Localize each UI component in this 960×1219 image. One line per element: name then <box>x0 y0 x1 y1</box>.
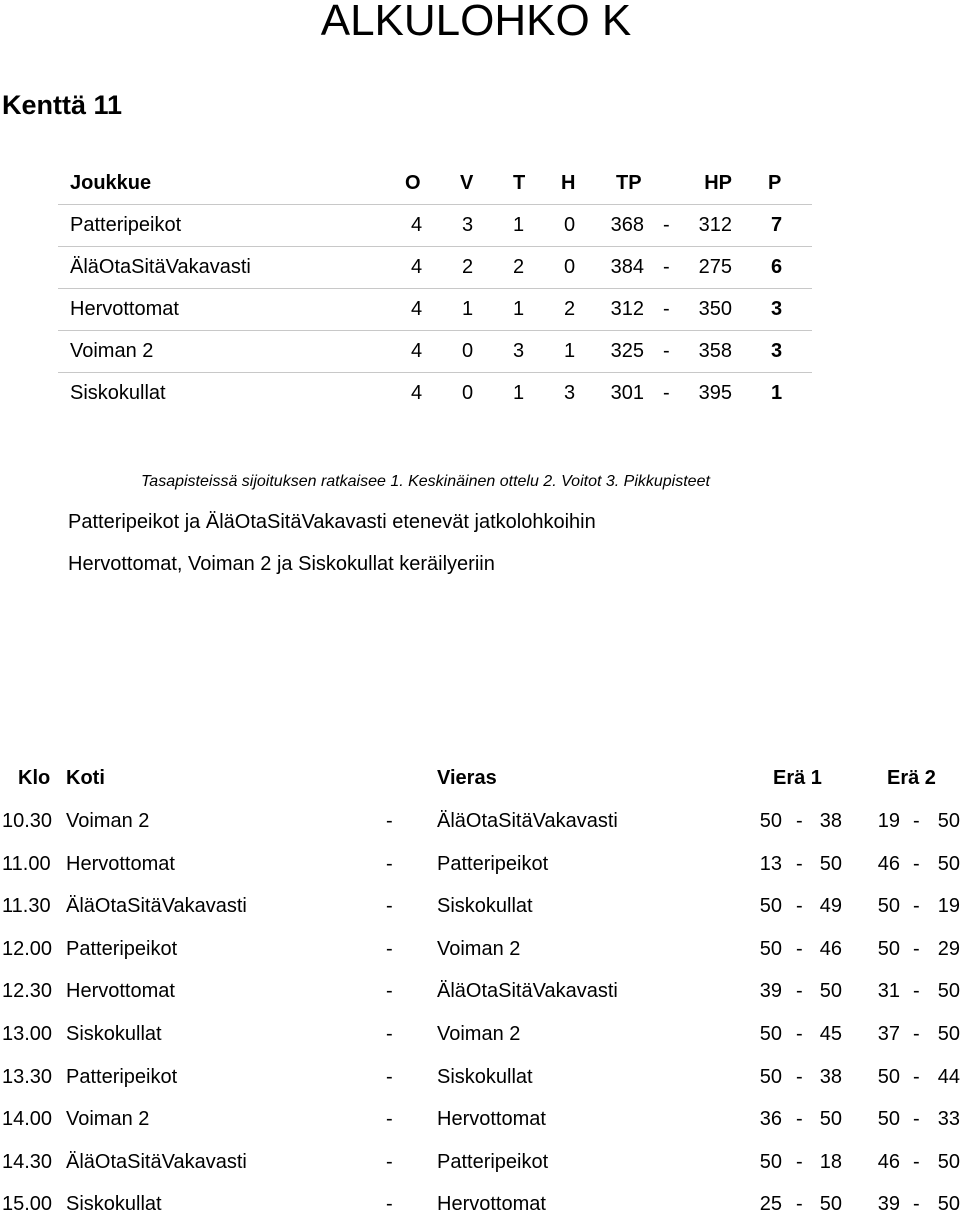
losses-count: 2 <box>564 298 576 320</box>
matches-header-row <box>0 763 960 793</box>
match-row <box>0 891 960 921</box>
header-played: O <box>405 172 421 194</box>
set1-home-score: 25 <box>759 1193 782 1216</box>
set1-away-score: 50 <box>819 852 842 875</box>
set1-away-score: 49 <box>819 895 842 918</box>
row-divider <box>58 330 812 331</box>
away-team: ÄläOtaSitäVakavasti <box>437 810 618 832</box>
set1-away-score: 50 <box>819 980 842 1003</box>
set1-separator: - <box>796 1108 803 1131</box>
standings-header-row <box>0 168 960 198</box>
set2-away-score: 44 <box>937 1065 960 1088</box>
match-row <box>0 1104 960 1134</box>
set2-separator: - <box>913 1108 920 1131</box>
advance-text: Patteripeikot ja ÄläOtaSitäVakavasti etenevät jatkolohkoihin <box>68 511 596 533</box>
set1-separator: - <box>796 895 803 918</box>
set1-separator: - <box>796 937 803 960</box>
match-time: 13.30 <box>2 1065 53 1088</box>
away-team: Patteripeikot <box>437 1150 549 1173</box>
points-total: 1 <box>771 382 783 404</box>
set1-home-score: 50 <box>759 1023 782 1045</box>
match-row <box>0 849 960 879</box>
set2-away-score: 50 <box>937 810 960 832</box>
row-divider <box>58 246 812 247</box>
set2-away-score: 50 <box>937 1193 960 1216</box>
points-against: 312 <box>698 214 732 236</box>
away-team: ÄläOtaSitäVakavasti <box>437 980 618 1003</box>
wins-count: 3 <box>462 214 474 236</box>
standings-row <box>0 378 960 408</box>
set2-separator: - <box>913 810 920 832</box>
score-separator: - <box>663 214 670 236</box>
points-for: 325 <box>610 340 644 362</box>
set1-separator: - <box>796 1150 803 1173</box>
points-against: 358 <box>698 340 732 362</box>
ties-count: 3 <box>513 340 525 362</box>
wins-count: 0 <box>462 382 474 404</box>
ties-count: 1 <box>513 214 525 236</box>
score-separator: - <box>663 298 670 320</box>
home-team: Patteripeikot <box>66 937 178 960</box>
match-row <box>0 1019 960 1049</box>
set1-home-score: 39 <box>759 980 782 1003</box>
points-for: 301 <box>610 382 644 404</box>
team-name: ÄläOtaSitäVakavasti <box>70 256 251 278</box>
set1-home-score: 50 <box>759 895 782 918</box>
points-against: 395 <box>698 382 732 404</box>
header-team: Joukkue <box>70 172 152 194</box>
versus-separator: - <box>386 937 393 960</box>
losses-count: 1 <box>564 340 576 362</box>
set2-separator: - <box>913 1193 920 1216</box>
home-team: Patteripeikot <box>66 1065 178 1088</box>
set1-away-score: 50 <box>819 1108 842 1131</box>
home-team: Hervottomat <box>66 852 175 875</box>
standings-row <box>0 336 960 366</box>
set1-home-score: 50 <box>759 1065 782 1088</box>
set1-away-score: 38 <box>819 810 842 832</box>
versus-separator: - <box>386 895 393 918</box>
match-row <box>0 934 960 964</box>
set1-away-score: 46 <box>819 937 842 960</box>
score-separator: - <box>663 256 670 278</box>
header-losses: H <box>561 172 576 194</box>
set2-away-score: 29 <box>937 937 960 960</box>
away-team: Voiman 2 <box>437 937 521 960</box>
header-set1: Erä 1 <box>773 767 822 789</box>
match-time: 14.30 <box>2 1150 53 1173</box>
versus-separator: - <box>386 980 393 1003</box>
team-name: Voiman 2 <box>70 340 154 362</box>
match-row <box>0 976 960 1006</box>
header-points: P <box>768 172 782 194</box>
match-row <box>0 1189 960 1219</box>
set1-home-score: 36 <box>759 1108 782 1131</box>
set2-home-score: 50 <box>877 895 900 918</box>
set1-home-score: 50 <box>759 810 782 832</box>
versus-separator: - <box>386 1108 393 1131</box>
match-time: 12.30 <box>2 980 53 1003</box>
set1-separator: - <box>796 1065 803 1088</box>
home-team: Voiman 2 <box>66 810 150 832</box>
standings-row <box>0 294 960 324</box>
home-team: ÄläOtaSitäVakavasti <box>66 895 247 918</box>
header-away: Vieras <box>437 767 497 789</box>
set2-away-score: 50 <box>937 980 960 1003</box>
played-count: 4 <box>411 214 423 236</box>
match-time: 11.30 <box>2 895 51 918</box>
set2-separator: - <box>913 1065 920 1088</box>
set2-separator: - <box>913 937 920 960</box>
tiebreak-note: Tasapisteissä sijoituksen ratkaisee 1. Keskinäinen ottelu 2. Voitot 3. Pikkupisteet <box>141 473 710 490</box>
match-time: 14.00 <box>2 1108 53 1131</box>
losses-count: 3 <box>564 382 576 404</box>
home-team: Siskokullat <box>66 1023 162 1045</box>
set1-separator: - <box>796 1193 803 1216</box>
versus-separator: - <box>386 1023 393 1045</box>
set2-away-score: 33 <box>937 1108 960 1131</box>
versus-separator: - <box>386 852 393 875</box>
set2-separator: - <box>913 1023 920 1045</box>
set1-separator: - <box>796 980 803 1003</box>
set2-home-score: 50 <box>877 1108 900 1131</box>
played-count: 4 <box>411 340 423 362</box>
points-total: 7 <box>771 214 783 236</box>
played-count: 4 <box>411 256 423 278</box>
wins-count: 2 <box>462 256 474 278</box>
points-against: 350 <box>698 298 732 320</box>
ties-count: 1 <box>513 298 525 320</box>
set2-home-score: 46 <box>877 852 900 875</box>
header-ties: T <box>513 172 526 194</box>
ties-count: 1 <box>513 382 525 404</box>
match-time: 15.00 <box>2 1193 53 1216</box>
set2-home-score: 46 <box>877 1150 900 1173</box>
set2-separator: - <box>913 895 920 918</box>
home-team: Hervottomat <box>66 980 175 1003</box>
set2-separator: - <box>913 852 920 875</box>
home-team: ÄläOtaSitäVakavasti <box>66 1150 247 1173</box>
set2-home-score: 19 <box>877 810 900 832</box>
points-for: 384 <box>610 256 644 278</box>
versus-separator: - <box>386 810 393 832</box>
match-row <box>0 1147 960 1177</box>
wins-count: 0 <box>462 340 474 362</box>
set2-separator: - <box>913 1150 920 1173</box>
set2-away-score: 50 <box>937 1150 960 1173</box>
wins-count: 1 <box>462 298 474 320</box>
set1-away-score: 38 <box>819 1065 842 1088</box>
set2-away-score: 50 <box>937 852 960 875</box>
away-team: Hervottomat <box>437 1193 546 1216</box>
points-total: 3 <box>771 298 783 320</box>
standings-row <box>0 252 960 282</box>
score-separator: - <box>663 382 670 404</box>
away-team: Patteripeikot <box>437 852 549 875</box>
set2-away-score: 50 <box>937 1023 960 1045</box>
away-team: Siskokullat <box>437 1065 533 1088</box>
row-divider <box>58 288 812 289</box>
set1-home-score: 50 <box>759 1150 782 1173</box>
page-title: ALKULOHKO K <box>320 0 632 45</box>
points-for: 312 <box>610 298 644 320</box>
header-points-against: HP <box>704 172 732 194</box>
set1-away-score: 45 <box>819 1023 842 1045</box>
header-time: Klo <box>18 767 51 789</box>
row-divider <box>58 204 812 205</box>
home-team: Siskokullat <box>66 1193 162 1216</box>
header-points-for: TP <box>616 172 642 194</box>
match-row <box>0 806 960 836</box>
played-count: 4 <box>411 382 423 404</box>
team-name: Hervottomat <box>70 298 179 320</box>
away-team: Hervottomat <box>437 1108 546 1131</box>
ties-count: 2 <box>513 256 525 278</box>
header-set2: Erä 2 <box>887 767 936 789</box>
losses-count: 0 <box>564 214 576 236</box>
match-row <box>0 1062 960 1092</box>
set1-separator: - <box>796 810 803 832</box>
points-against: 275 <box>698 256 732 278</box>
header-wins: V <box>460 172 474 194</box>
match-time: 10.30 <box>2 810 53 832</box>
points-for: 368 <box>610 214 644 236</box>
set2-home-score: 50 <box>877 1065 900 1088</box>
header-home: Koti <box>66 767 105 789</box>
set2-away-score: 19 <box>937 895 960 918</box>
set2-home-score: 37 <box>877 1023 900 1045</box>
versus-separator: - <box>386 1065 393 1088</box>
set1-home-score: 13 <box>759 852 782 875</box>
set1-away-score: 18 <box>819 1150 842 1173</box>
points-total: 3 <box>771 340 783 362</box>
away-team: Siskokullat <box>437 895 533 918</box>
row-divider <box>58 372 812 373</box>
team-name: Patteripeikot <box>70 214 182 236</box>
set2-separator: - <box>913 980 920 1003</box>
team-name: Siskokullat <box>70 382 166 404</box>
match-time: 13.00 <box>2 1023 53 1045</box>
set2-home-score: 50 <box>877 937 900 960</box>
field-heading: Kenttä 11 <box>2 90 123 120</box>
home-team: Voiman 2 <box>66 1108 150 1131</box>
versus-separator: - <box>386 1193 393 1216</box>
set1-away-score: 50 <box>819 1193 842 1216</box>
set2-home-score: 39 <box>877 1193 900 1216</box>
consolation-text: Hervottomat, Voiman 2 ja Siskokullat keräilyeriin <box>68 553 495 575</box>
set1-home-score: 50 <box>759 937 782 960</box>
match-time: 11.00 <box>2 852 51 875</box>
standings-row <box>0 210 960 240</box>
away-team: Voiman 2 <box>437 1023 521 1045</box>
set1-separator: - <box>796 1023 803 1045</box>
versus-separator: - <box>386 1150 393 1173</box>
points-total: 6 <box>771 256 783 278</box>
set2-home-score: 31 <box>877 980 900 1003</box>
played-count: 4 <box>411 298 423 320</box>
score-separator: - <box>663 340 670 362</box>
set1-separator: - <box>796 852 803 875</box>
match-time: 12.00 <box>2 937 53 960</box>
losses-count: 0 <box>564 256 576 278</box>
